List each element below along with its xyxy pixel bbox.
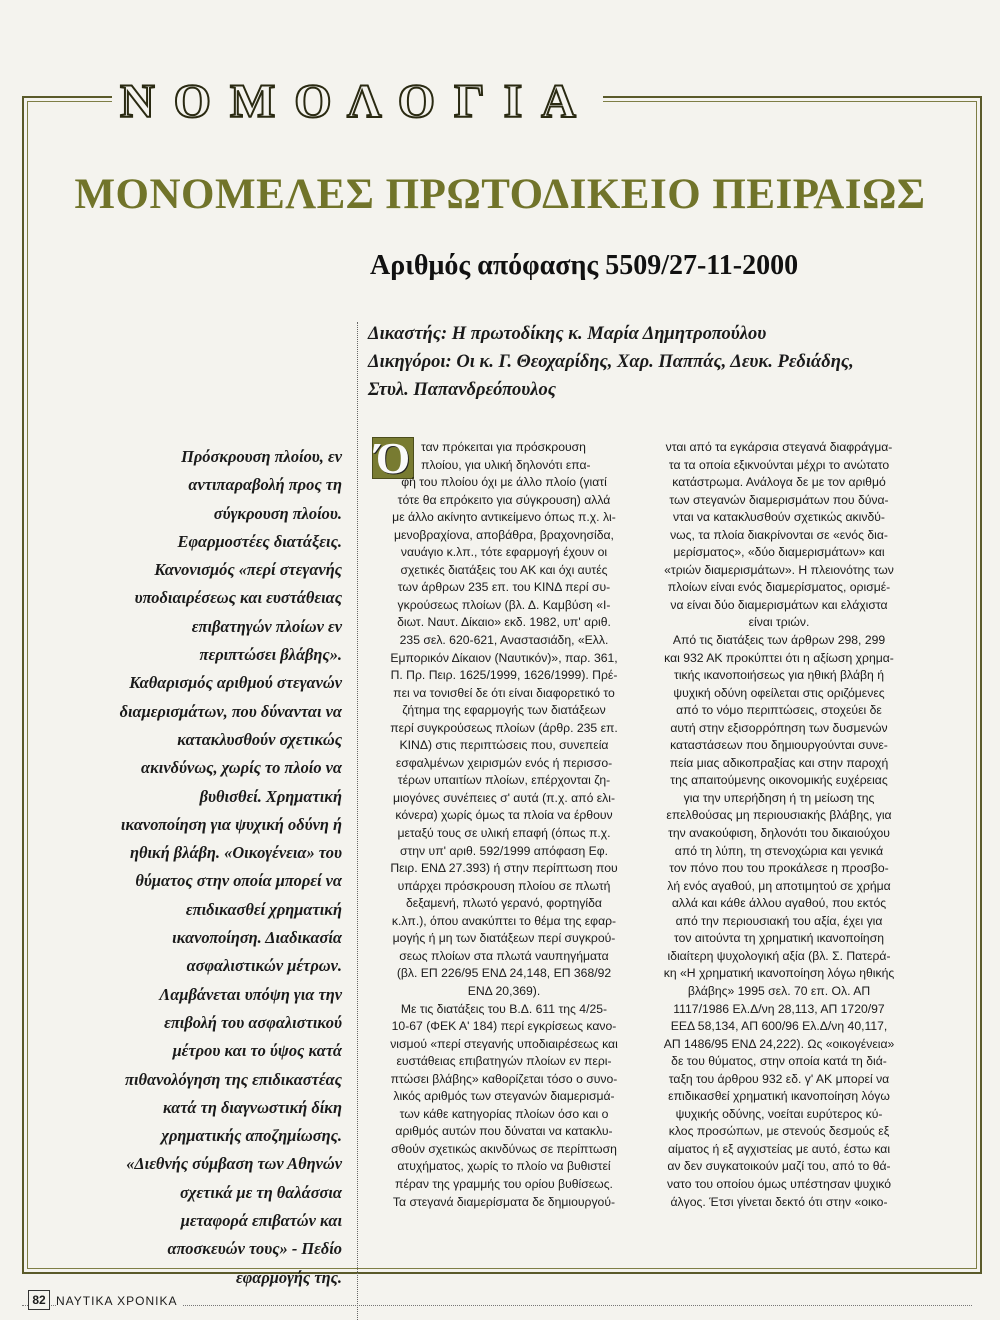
- body-line: Τα στεγανά διαμερίσματα δε δημιουργού-: [392, 1194, 616, 1209]
- body-line: Π. Πρ. Πειρ. 1625/1999, 1626/1999). Πρέ-: [390, 668, 618, 683]
- body-line: ζήτημα της εφαρμογής των διατάξεων: [402, 703, 606, 718]
- body-column-1: [373, 439, 635, 1211]
- body-line: σεως πλοίων στα πλωτά ναυπηγήματα: [399, 948, 609, 963]
- body-line: «τριών διαμερισμάτων». Η πλειονότης των: [664, 562, 894, 577]
- court-title: ΜΟΝΟΜΕΛΕΣ ΠΡΩΤΟΔΙΚΕΙΟ ΠΕΙΡΑΙΩΣ: [74, 171, 926, 218]
- body-line: αν δεν συγκατοικούν μαζί του, από το θά-: [667, 1159, 891, 1174]
- body-line: σχετικές διατάξεις του ΑΚ και όχι αυτές: [400, 562, 608, 577]
- body-line: πλοίων είναι ενός διαμερίσματος, ορισμέ-: [667, 580, 891, 595]
- body-line: ΕΕΔ 58,134, ΑΠ 600/96 Ελ.Δ/νη 40,117,: [670, 1019, 888, 1034]
- body-line: διωτ. Ναυτ. Δίκαιο» εκδ. 1982, υπ' αριθ.: [397, 615, 611, 630]
- body-line: αλλά και κάθε άλλου αγαθού, που εκτός: [671, 896, 887, 911]
- body-line: τον αιτούντα τη χρηματική ικανοποίηση: [673, 931, 885, 946]
- body-line: Από τις διατάξεις των άρθρων 298, 299: [672, 633, 886, 648]
- body-line: και 932 ΑΚ προκύπτει ότι η αξίωση χρημα-: [664, 650, 894, 665]
- summary-line: επιδικασθεί χρηματική: [185, 899, 342, 919]
- body-line: πτώσει βλάβης» καθορίζεται τόσο ο συνο-: [390, 1071, 618, 1086]
- body-line: ταν πρόκειται για πρόσκρουση: [421, 440, 586, 454]
- body-line: μενοβραχίονα, αποβάθρα, βραχονησίδα,: [394, 527, 614, 542]
- body-line: πέραν της γραμμής του ορίου βυθίσεως.: [395, 1176, 613, 1191]
- body-line: εσφαλμένων χειρισμών ενός ή περισσο-: [395, 755, 613, 770]
- body-line: υπάρχει πρόσκρουση πλοίου σε πλωτή: [397, 878, 611, 893]
- body-line: νται από τα εγκάρσια στεγανά διαφράγμα-: [665, 440, 893, 454]
- body-line: δεξαμενή, πλωτό γερανό, φορτηγίδα: [406, 896, 602, 911]
- summary-line: ασφαλιστικών μέτρων.: [186, 956, 342, 976]
- drop-cap: Ό: [372, 437, 414, 479]
- body-line: αριθμός αυτών που δύναται να κατακλυ-: [395, 1124, 613, 1139]
- body-line: να είναι δύο διαμερισμάτων και ελάχιστα: [670, 597, 888, 612]
- summary-line: ηθική βλάβη. «Οικογένεια» του: [129, 843, 342, 863]
- body-line: νατο του οποίου όμως υπέστησαν ψυχικό: [667, 1176, 891, 1191]
- body-line: νως, τα πλοία διακρίνονται σε «ενός δια-: [670, 527, 888, 542]
- body-line: επιδικασθεί χρηματική ικανοποίηση λόγω: [668, 1089, 890, 1104]
- credits: [368, 320, 928, 404]
- body-line: 10-67 (ΦΕΚ Α' 184) περί εγκρίσεως κανο-: [391, 1019, 617, 1034]
- summary-line: κατά τη διαγνωστική δίκη: [162, 1097, 342, 1117]
- body-line: από το νόμο περιπτώσεις, στοχεύει δε: [676, 703, 882, 718]
- summary-line: σχετικά με τη θαλάσσια: [179, 1182, 342, 1202]
- body-line: Πειρ. ΕΝΔ 27.393) ή στην περίπτωση που: [390, 861, 618, 876]
- body-line: νται να κατακλυσθούν σχετικώς ακινδύ-: [673, 510, 885, 525]
- body-line: μιογόνες συνέπειες σ' αυτά (π.χ. από ελι-: [392, 790, 616, 805]
- body-line: λικός αριθμός των στεγανών διαμερισμά-: [393, 1089, 615, 1104]
- summary-sidebar: [62, 443, 342, 1292]
- summary-line: επιβατηγών πλοίων εν: [191, 616, 342, 636]
- page-number: 82: [28, 1290, 50, 1310]
- body-column-2: [648, 439, 910, 1211]
- summary-line: πιθανολόγηση της επιδικαστέας: [125, 1069, 342, 1089]
- body-line: ΑΠ 1486/95 ΕΝΔ 24,222). Ως «οικογένεια»: [663, 1036, 895, 1051]
- body-line: τέρων υπαιτίων πλοίων, επέρχονται ζη-: [397, 773, 611, 788]
- summary-line: θύματος στην οποία μπορεί να: [135, 871, 342, 891]
- summary-line: ικανοποίηση. Διαδικασία: [172, 928, 342, 948]
- body-line: επελθούσας μη περιουσιακής βλάβης, για: [666, 808, 892, 823]
- body-line: στην υπ' αριθ. 592/1999 απόφαση Εφ.: [399, 843, 609, 858]
- body-line: είναι τριών.: [748, 615, 810, 630]
- body-line: με άλλο ακίνητο αντικείμενο όπως π.χ. λι-: [392, 510, 616, 525]
- summary-line: κατακλυσθούν σχετικώς: [177, 729, 342, 749]
- summary-line: αντιπαραβολή προς τη: [188, 475, 342, 495]
- summary-line: επιβολή του ασφαλιστικού: [164, 1012, 342, 1032]
- body-line: μογής ή μη των διατάξεων περί συγκρού-: [392, 931, 616, 946]
- body-line: από την περιουσιακή του αξία, έχει για: [675, 913, 883, 928]
- summary-line: Εφαρμοστέες διατάξεις.: [177, 531, 342, 551]
- summary-line: διαμερισμάτων, που δύνανται να: [119, 701, 342, 721]
- body-line: βλάβης» 1995 σελ. 70 επ. Ολ. ΑΠ: [687, 983, 871, 998]
- summary-line: ακινδύνως, χωρίς το πλοίο να: [141, 758, 342, 778]
- body-line: των άρθρων 235 επ. του ΚΙΝΔ περί συ-: [397, 580, 611, 595]
- body-line: 1117/1986 Ελ.Δ/νη 28,113, ΑΠ 1720/97: [673, 1001, 885, 1016]
- summary-line: Καθαρισμός αριθμού στεγανών: [129, 673, 342, 693]
- body-line: τον πόνο που του προκάλεσε η προσβο-: [669, 861, 889, 876]
- body-line: μεταξύ τους σε υλική επαφή (όπως π.χ.: [397, 826, 611, 841]
- body-line: σθούν σχετικώς ακινδύνως σε περίπτωση: [391, 1141, 617, 1156]
- summary-line: μέτρου και το ύψος κατά: [172, 1041, 342, 1061]
- judge-line: Δικαστής: Η πρωτοδίκης κ. Μαρία Δημητροπούλου: [368, 324, 767, 344]
- summary-line: Πρόσκρουση πλοίου, εν: [181, 447, 342, 466]
- decision-number: Αριθμός απόφασης 5509/27-11-2000: [370, 250, 799, 281]
- magazine-name: ΝΑΥΤΙΚΑ ΧΡΟΝΙΚΑ: [56, 1294, 183, 1308]
- summary-line: μεταφορά επιβατών και: [180, 1211, 342, 1231]
- body-line: της απαιτούμενης οικονομικής ευχέρειας: [670, 773, 888, 788]
- body-line: για την υπερήδηση ή τη μείωση της: [683, 790, 875, 805]
- body-line: ΚΙΝΔ) στις περιπτώσεις που, συνεπεία: [399, 738, 609, 753]
- body-line: κ.λπ.), όπου ανακύπτει το θέμα της εφαρ-: [391, 913, 617, 928]
- body-line: κατάστρωμα. Ανάλογα δε με τον αριθμό: [672, 475, 886, 490]
- summary-line: Λαμβάνεται υπόψη για την: [159, 984, 342, 1004]
- summary-line: χρηματικής αποζημίωσης.: [161, 1126, 342, 1146]
- summary-line: σύγκρουση πλοίου.: [213, 503, 342, 523]
- body-line: λή ενός αγαθού, μη αποτιμητού σε χρήμα: [667, 878, 891, 893]
- body-line: ΕΝΔ 20,369).: [467, 983, 541, 998]
- body-line: των στεγανών διαμερισμάτων που δύνα-: [669, 492, 889, 507]
- body-line: τικής ικανοποιήσεως για ηθική βλάβη ή: [674, 668, 884, 683]
- body-line: Εμπορικόν Δίκαιον (Ναυτικόν)», παρ. 361,: [390, 650, 618, 665]
- body-line: αίματος ή εξ αγχιστείας με αυτό, έστω και: [667, 1141, 891, 1156]
- body-line: άλγος. Έτσι γίνεται δεκτό ότι στην «οικο-: [670, 1194, 888, 1209]
- body-line: περί συγκρούσεως πλοίων (άρθρ. 235 επ.: [390, 720, 618, 735]
- body-line: ατυχήματος, χωρίς το πλοίο να βυθιστεί: [397, 1159, 611, 1174]
- body-line: ψυχική οδύνη οφείλεται στις οριζόμενες: [673, 685, 885, 700]
- summary-line: βυθισθεί. Χρηματική: [199, 786, 342, 806]
- body-line: καταστάσεων που δημιουργούνται συνε-: [670, 738, 888, 753]
- body-line: τότε θα επρόκειτο για σύγκρουση) αλλά: [397, 492, 611, 507]
- body-line: δε του θύματος, στην οποία κατά τη διά-: [671, 1054, 887, 1069]
- body-line: τα τα οποία εξικνούνται μέχρι το ανώτατο: [668, 457, 890, 472]
- body-line: την ανακούφιση, δηλονότι του δικαιούχου: [668, 826, 890, 841]
- summary-line: αποσκευών τους» - Πεδίο: [167, 1239, 342, 1259]
- summary-line: «Διεθνής σύμβαση των Αθηνών: [126, 1154, 342, 1174]
- summary-line: εφαρμογής της.: [235, 1267, 342, 1287]
- body-line: ψυχικής οδύνης, νοείται ευρύτερος κύ-: [675, 1106, 883, 1121]
- body-line: Με τις διατάξεις του Β.Δ. 611 της 4/25-: [400, 1001, 608, 1016]
- body-line: ιδιαίτερη ψυχολογική αξία (βλ. Σ. Πατερά-: [667, 948, 891, 963]
- body-line: αυτή στην εξισορρόπηση των δυσμενών: [670, 720, 888, 735]
- body-line: μερίσματος», «δύο διαμερισμάτων» και: [673, 545, 885, 560]
- body-line: φή του πλοίου όχι με άλλο πλοίο (γιατί: [401, 475, 607, 490]
- body-line: νισμού «περί στεγανής υποδιαιρέσεως και: [390, 1036, 618, 1051]
- body-line: κη «Η χρηματική ικανοποίηση λόγω ηθικής: [663, 966, 895, 981]
- summary-line: ικανοποίηση για ψυχική οδύνη ή: [120, 814, 342, 834]
- summary-line: περιπτώσει βλάβης».: [199, 645, 342, 665]
- summary-line: υποδιαιρέσεως και ευστάθειας: [134, 588, 342, 608]
- body-line: 235 σελ. 620-621, Αναστασιάδη, «Ελλ.: [399, 633, 609, 648]
- column-divider: [357, 322, 358, 1320]
- body-line: πει να τονισθεί δε ότι είναι διαφορετικό το: [393, 685, 615, 700]
- section-title: ΝΟΜΟΛΟΓΙΑ: [112, 76, 603, 128]
- body-line: (βλ. ΕΠ 226/95 ΕΝΔ 24,148, ΕΠ 368/92: [396, 966, 612, 981]
- body-line: των κάθε κατηγορίας πλοίων όσο και ο: [399, 1106, 609, 1121]
- body-line: πλοίου, για υλική δηλονότι επα-: [421, 457, 591, 472]
- body-line: ναυάγιο κ.λπ., τότε εφαρμογή έχουν οι: [400, 545, 608, 560]
- body-line: ευστάθειας επιβατηγών πλοίων εν περι-: [396, 1054, 612, 1069]
- body-line: κόνερα) χωρίς όμως τα πλοία να έρθουν: [395, 808, 613, 823]
- lawyers-line: Δικηγόροι: Οι κ. Γ. Θεοχαρίδης, Χαρ. Παππάς, Δευκ. Ρεδιάδης,: [368, 352, 854, 372]
- body-line: κλος προσώπων, με στενούς δεσμούς εξ: [668, 1124, 890, 1139]
- body-line: γκρούσεως πλοίων (βλ. Δ. Καμβύση «Ι-: [397, 597, 611, 612]
- body-line: ταξη του άρθρου 932 εδ. γ' ΑΚ μπορεί να: [668, 1071, 890, 1086]
- lawyers-line-continued: Στυλ. Παπανδρεόπουλος: [368, 380, 556, 400]
- body-line: πεία μιας αδικοπραξίας και στην παροχή: [669, 755, 889, 770]
- summary-line: Κανονισμός «περί στεγανής: [154, 560, 342, 580]
- body-line: από τη λύπη, τη στενοχώρια και γενικά: [674, 843, 884, 858]
